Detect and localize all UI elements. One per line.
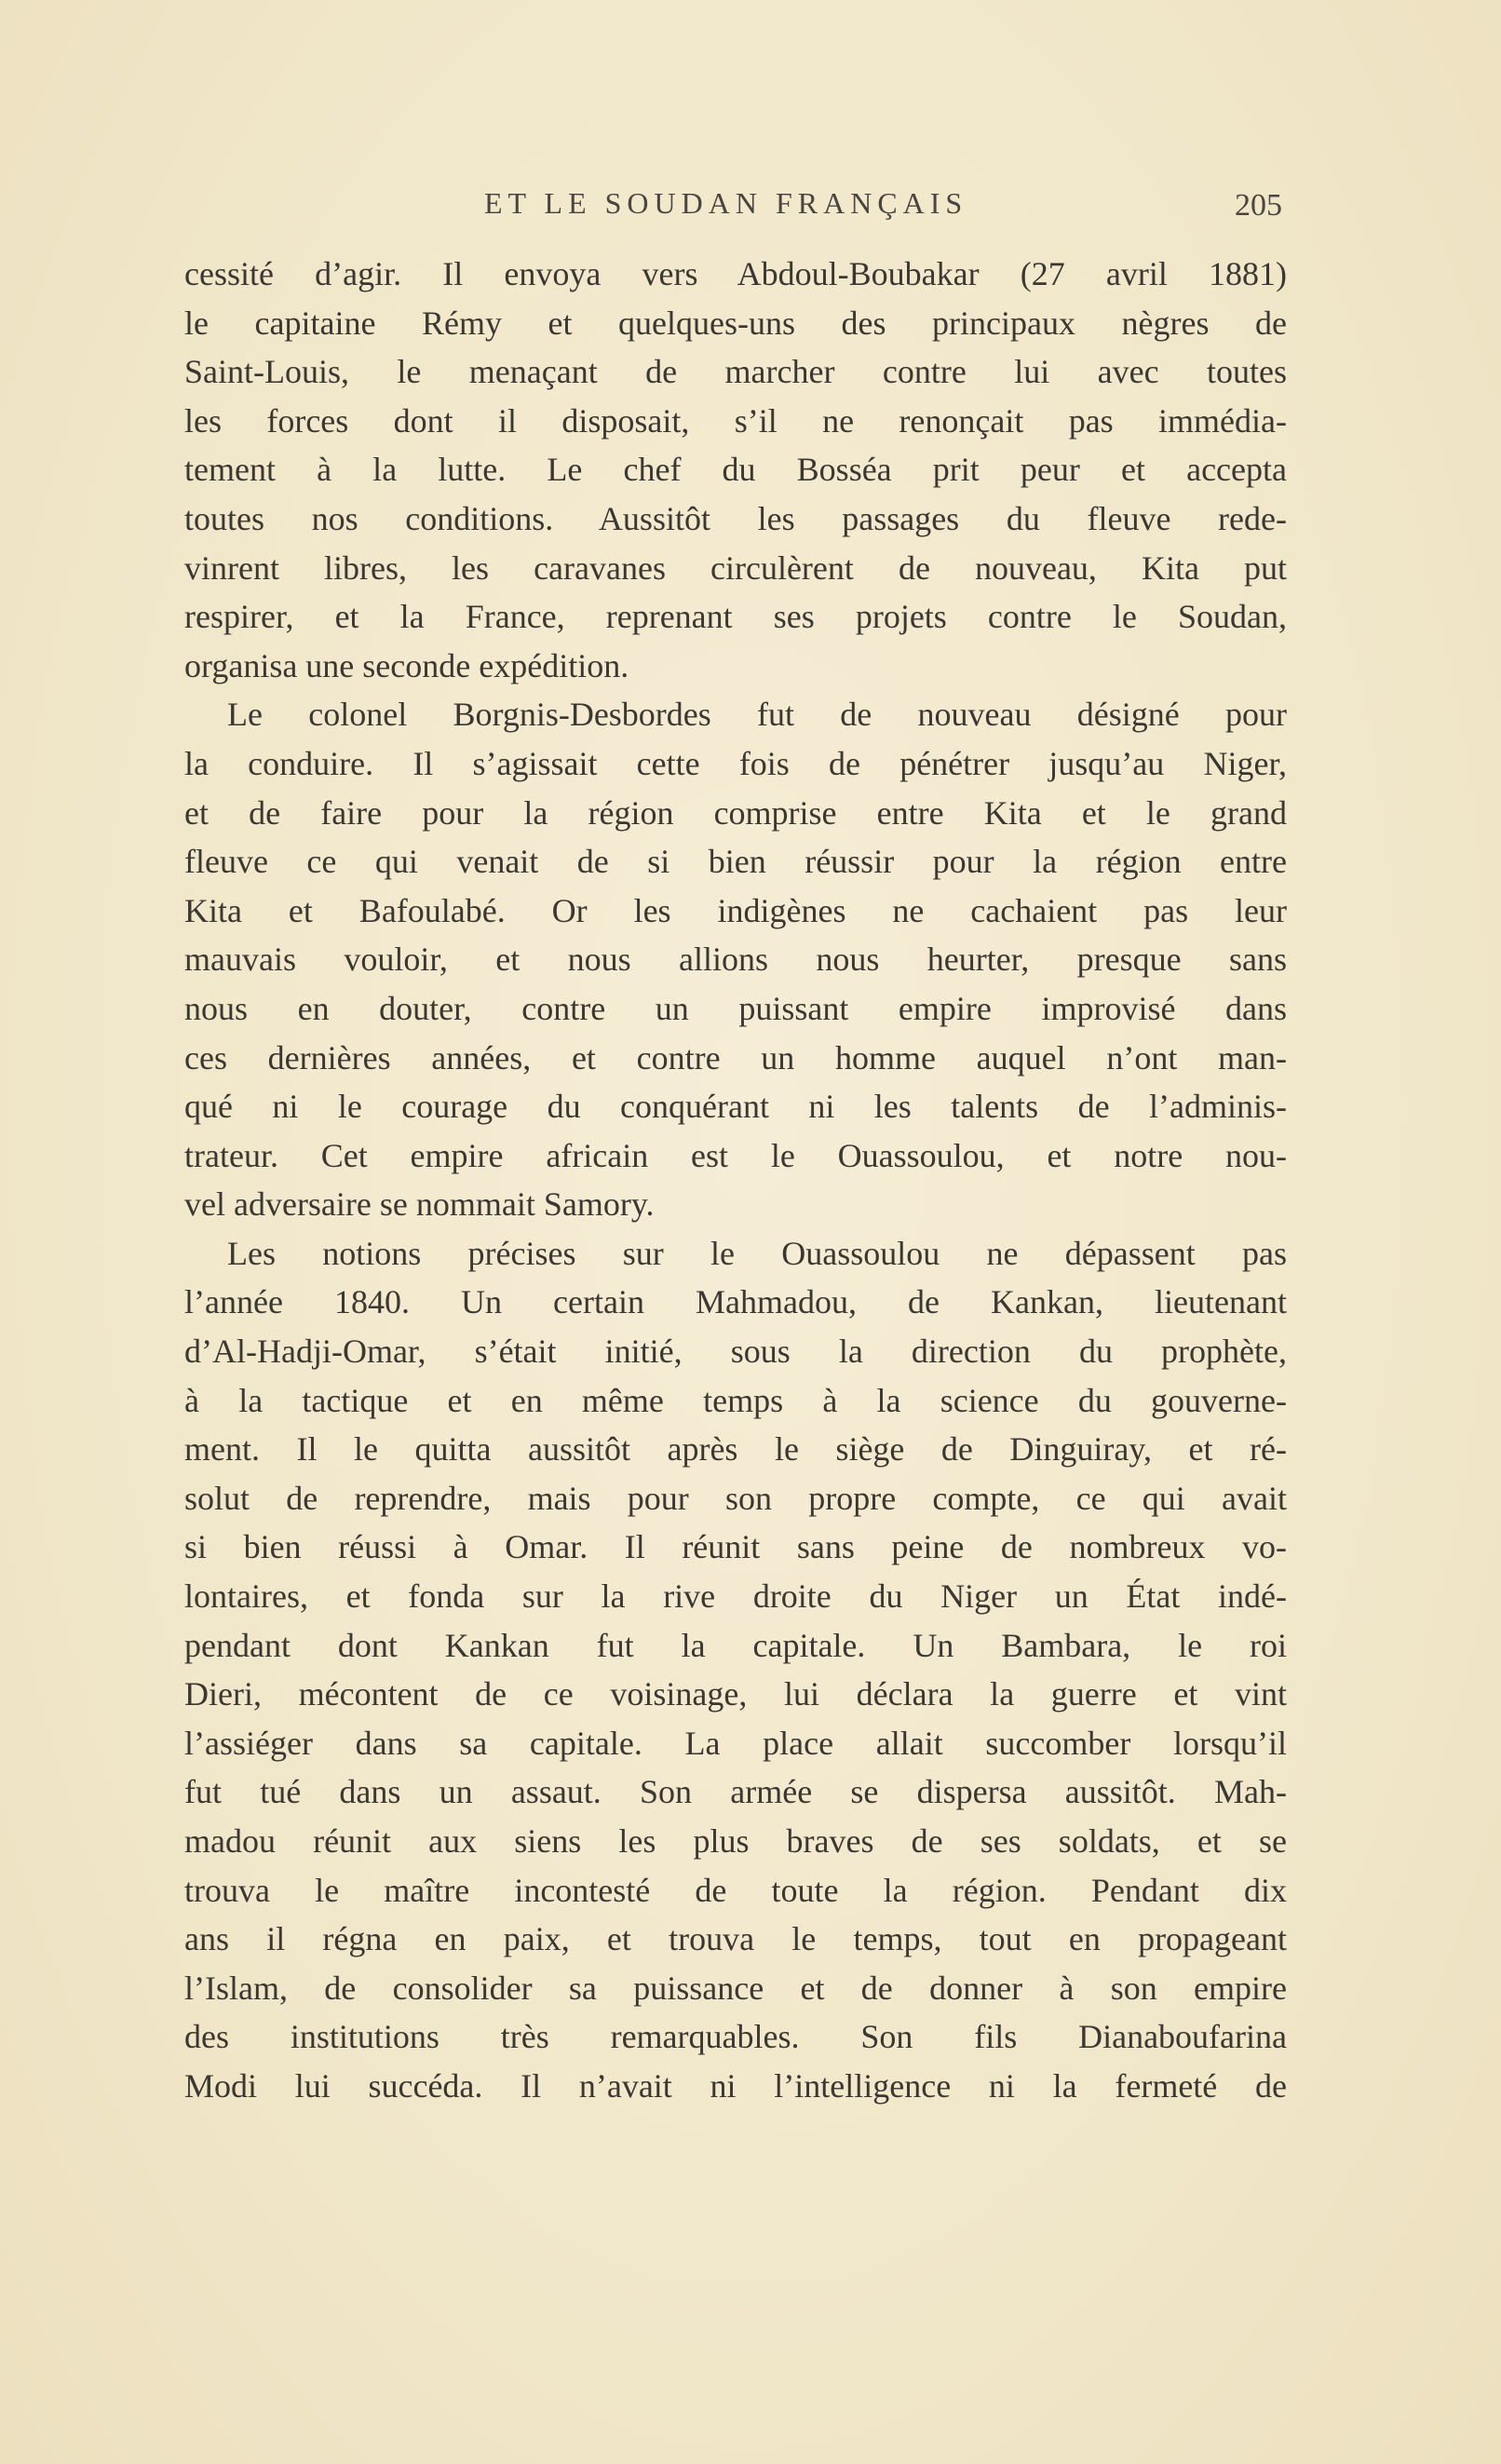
text-line: lontaires, et fonda sur la rive droite du Niger un État indé- [184,1577,1287,1616]
text-line: trouva le maître incontesté de toute la région. Pendant dix [184,1871,1287,1909]
text-line: les forces dont il disposait, s’il ne renonçait pas immédia- [184,401,1287,440]
text-line: tement à la lutte. Le chef du Bosséa prit peur et accepta [184,451,1287,489]
text-line: des institutions très remarquables. Son fils Dianaboufarina [184,2018,1287,2056]
text-line: madou réunit aux siens les plus braves de ses soldats, et se [184,1822,1287,1860]
text-line: trateur. Cet empire africain est le Ouassoulou, et notre nou- [184,1136,1287,1174]
text-line: mauvais vouloir, et nous allions nous heurter, presque sans [184,941,1287,979]
text-line: l’assiéger dans sa capitale. La place allait succomber lorsqu’il [184,1724,1287,1762]
text-line: toutes nos conditions. Aussitôt les passages du fleuve rede- [184,499,1287,537]
text-line: fleuve ce qui venait de si bien réussir pour la région entre [184,843,1287,881]
text-line: Saint-Louis, le menaçant de marcher contre lui avec toutes [184,353,1287,391]
text-line: nous en douter, contre un puissant empire improvisé dans [184,989,1287,1027]
text-line: solut de reprendre, mais pour son propre compte, ce qui avait [184,1479,1287,1517]
text-line: respirer, et la France, reprenant ses projets contre le Soudan, [184,598,1287,636]
text-line: qué ni le courage du conquérant ni les talents de l’adminis- [184,1088,1287,1126]
text-line: si bien réussi à Omar. Il réunit sans peine de nombreux vo- [184,1528,1287,1566]
text-line: Les notions précises sur le Ouassoulou ne dépassent pas [227,1234,1287,1272]
text-line: l’année 1840. Un certain Mahmadou, de Kankan, lieutenant [184,1283,1287,1321]
text-line: à la tactique et en même temps à la science du gouverne- [184,1381,1287,1419]
running-head: ET LE SOUDAN FRANÇAIS [484,186,968,220]
text-line: Le colonel Borgnis-Desbordes fut de nouveau désigné pour [227,696,1287,734]
text-line: pendant dont Kankan fut la capitale. Un Bambara, le roi [184,1626,1287,1664]
page-number: 205 [1235,188,1282,223]
text-line: ans il régna en paix, et trouva le temps, tout en propageant [184,1920,1287,1958]
text-line: l’Islam, de consolider sa puissance et de donner à son empire [184,1969,1287,2007]
text-line: organisa une seconde expédition. [184,646,629,684]
text-line: cessité d’agir. Il envoya vers Abdoul-Boubakar (27 avril 1881) [184,255,1287,292]
text-line: fut tué dans un assaut. Son armée se dispersa aussitôt. Mah- [184,1773,1287,1811]
text-line: d’Al-Hadji-Omar, s’était initié, sous la direction du prophète, [184,1333,1287,1371]
text-line: le capitaine Rémy et quelques-uns des principaux nègres de [184,304,1287,342]
text-line: la conduire. Il s’agissait cette fois de pénétrer jusqu’au Niger, [184,744,1287,782]
text-line: Modi lui succéda. Il n’avait ni l’intelligence ni la fermeté de [184,2066,1287,2105]
text-line: vel adversaire se nommait Samory. [184,1185,655,1224]
text-line: et de faire pour la région comprise entre Kita et le grand [184,793,1287,832]
body-text [184,250,1287,2111]
text-line: vinrent libres, les caravanes circulèrent de nouveau, Kita put [184,548,1287,587]
text-line: Kita et Bafoulabé. Or les indigènes ne cachaient pas leur [184,891,1287,929]
text-line: Dieri, mécontent de ce voisinage, lui déclara la guerre et vint [184,1675,1287,1713]
text-line: ces dernières années, et contre un homme auquel n’ont man- [184,1038,1287,1076]
text-line: ment. Il le quitta aussitôt après le siège de Dinguiray, et ré- [184,1430,1287,1469]
